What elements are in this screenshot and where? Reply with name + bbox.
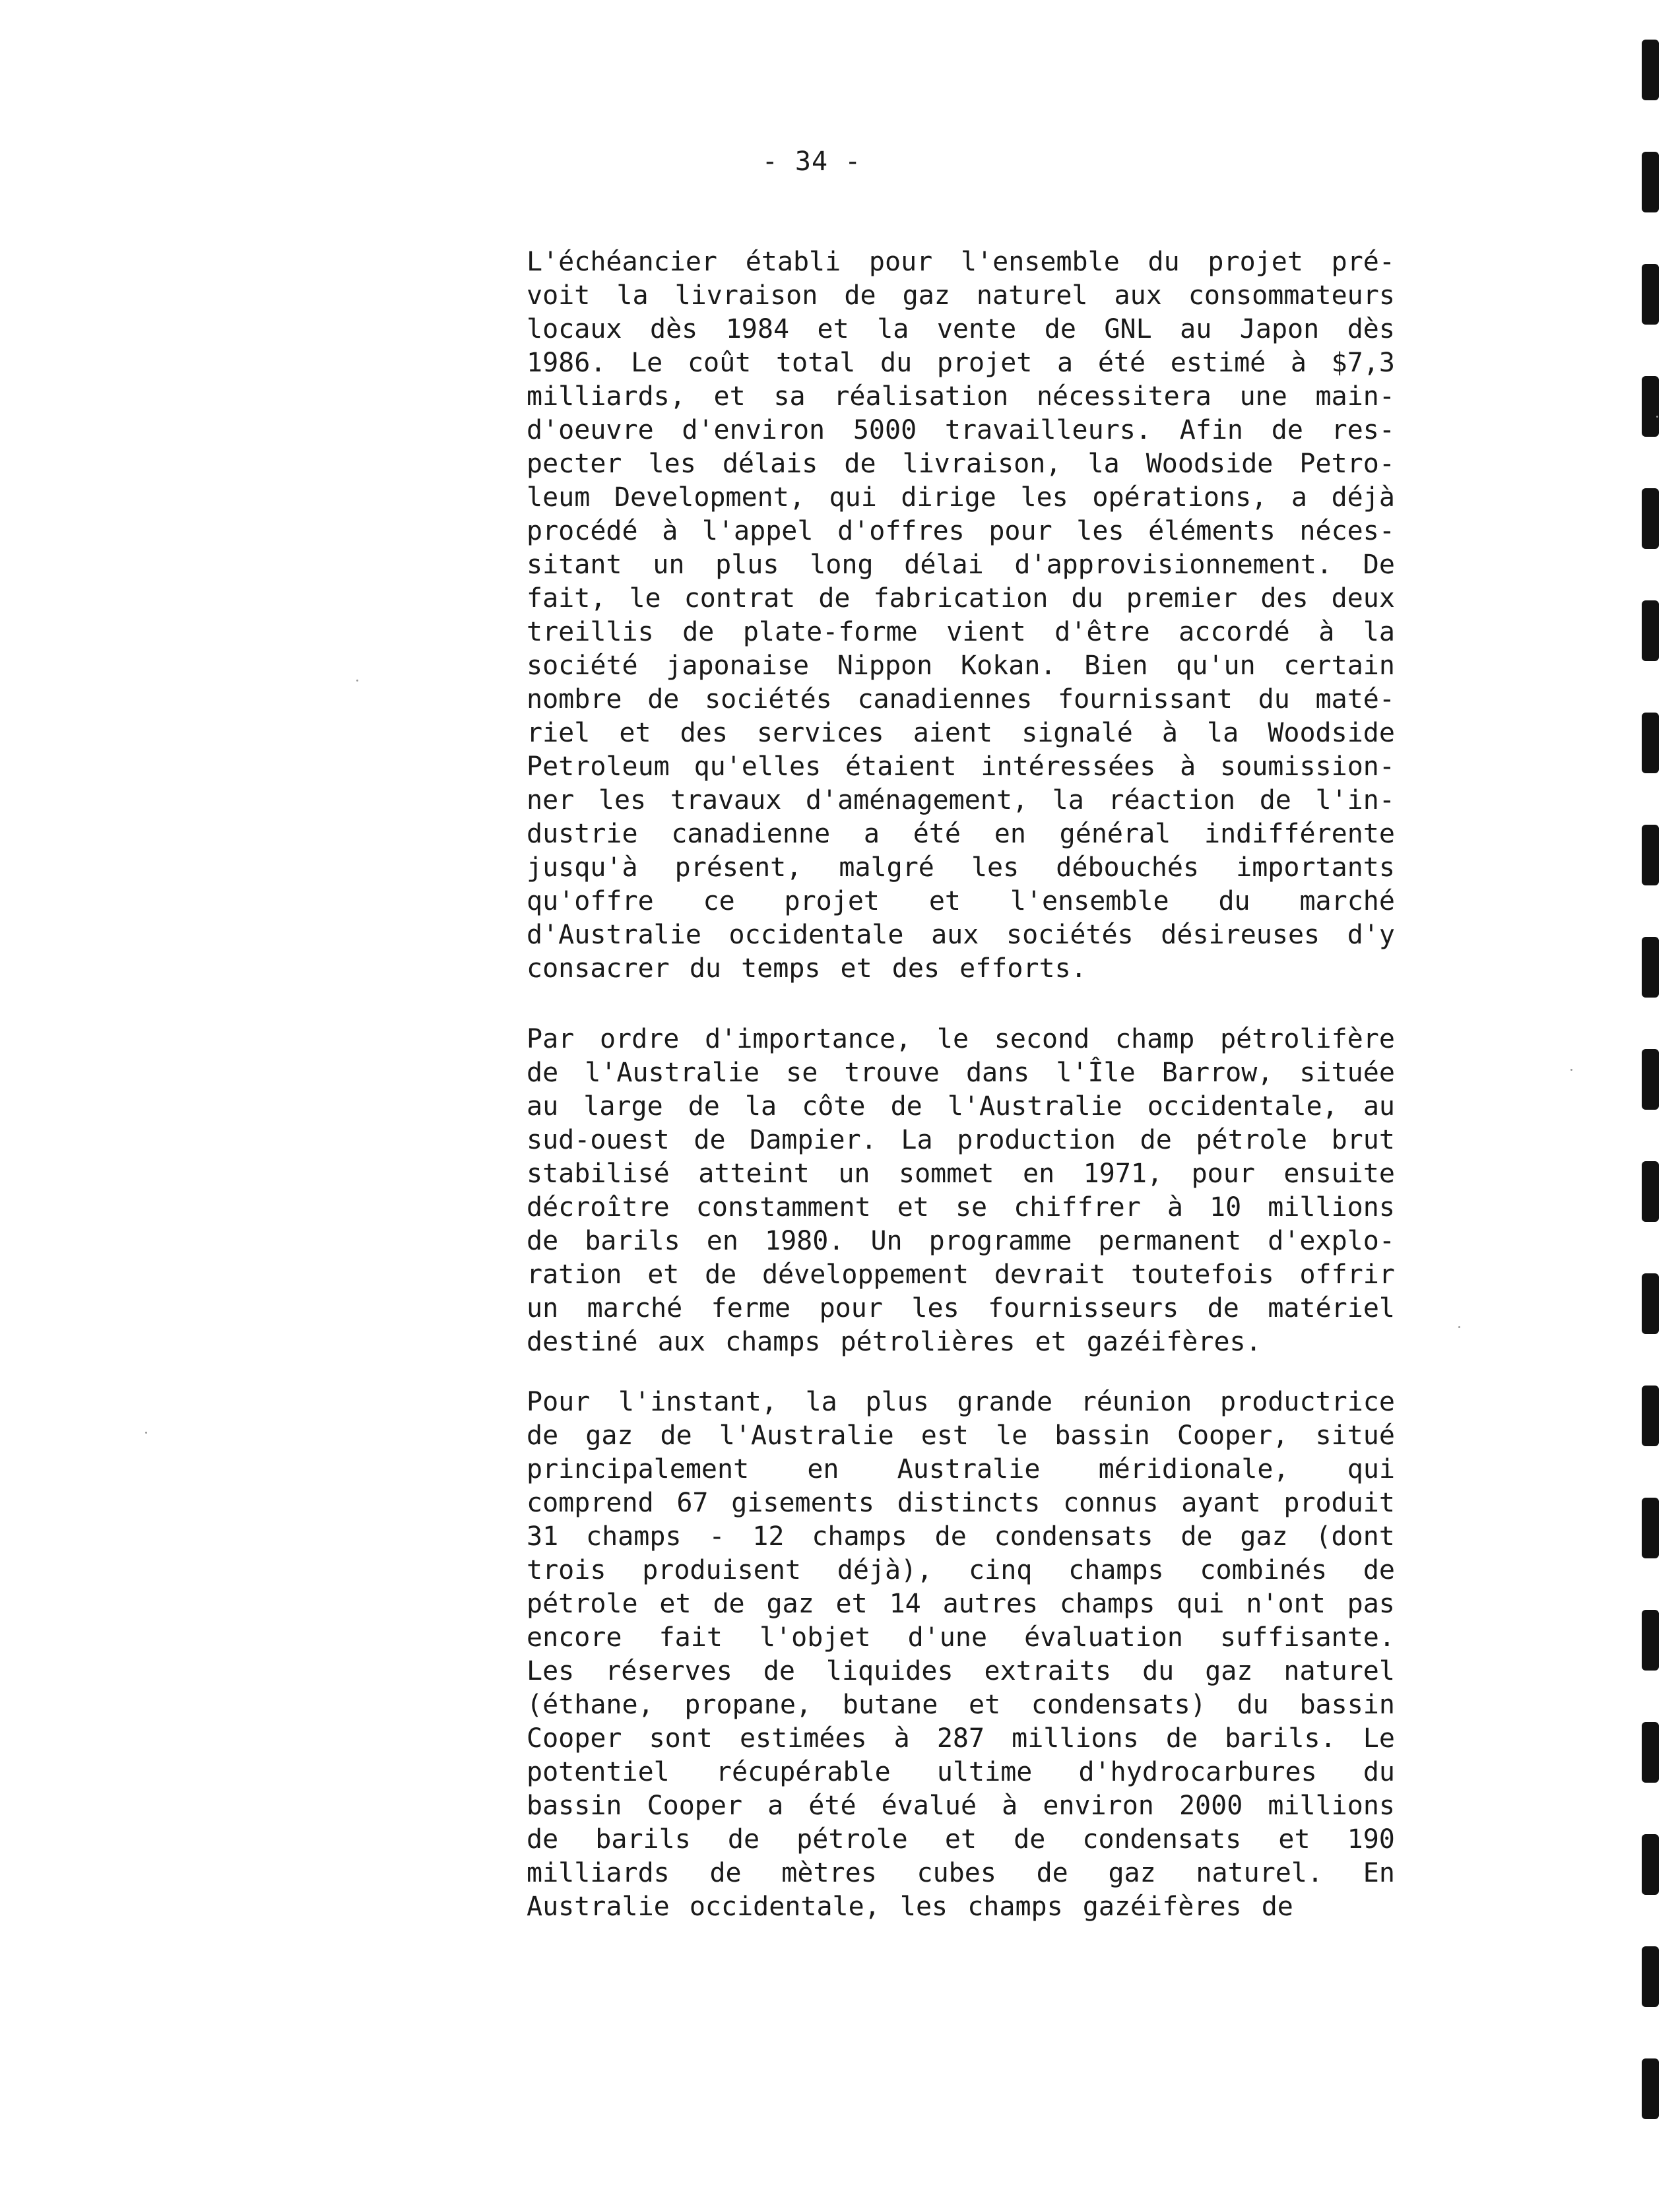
text-line: Petroleum qu'elles étaient intéressées à soumission-	[527, 751, 1395, 782]
text-line: d'oeuvre d'environ 5000 travailleurs. Afin de res-	[527, 415, 1395, 445]
text-line: (éthane, propane, butane et condensats) du bassin	[527, 1690, 1395, 1720]
text-line: ration et de développement devrait toutefois offrir	[527, 1259, 1395, 1290]
text-line: d'Australie occidentale aux sociétés désireuses d'y	[527, 920, 1395, 950]
text-line: sud-ouest de Dampier. La production de pétrole brut	[527, 1125, 1395, 1155]
text-line: 31 champs - 12 champs de condensats de gaz (dont	[527, 1521, 1395, 1552]
text-line: Australie occidentale, les champs gazéifères de	[527, 1892, 1293, 1922]
binder-mark	[1642, 713, 1659, 773]
text-line: trois produisent déjà), cinq champs combinés de	[527, 1555, 1395, 1585]
binder-mark	[1642, 488, 1659, 549]
scan-speck	[356, 680, 358, 682]
text-line: locaux dès 1984 et la vente de GNL au Japon dès	[527, 314, 1395, 344]
scan-speck	[1458, 1326, 1460, 1328]
binder-mark	[1642, 40, 1659, 100]
text-line: Cooper sont estimées à 287 millions de barils. Le	[527, 1723, 1395, 1754]
binder-mark	[1642, 1273, 1659, 1334]
text-line: encore fait l'objet d'une évaluation suffisante.	[527, 1622, 1395, 1653]
text-line: Par ordre d'importance, le second champ pétrolifère	[527, 1024, 1395, 1054]
text-line: de gaz de l'Australie est le bassin Cooper, situé	[527, 1420, 1395, 1451]
paragraph-1	[527, 245, 1395, 986]
page-number: - 34 -	[761, 146, 862, 177]
binder-marks	[1627, 0, 1680, 2199]
binder-mark	[1642, 1834, 1659, 1895]
text-line: pétrole et de gaz et 14 autres champs qui n'ont pas	[527, 1589, 1395, 1619]
text-line: riel et des services aient signalé à la Woodside	[527, 718, 1395, 748]
text-line: pecter les délais de livraison, la Woodside Petro-	[527, 449, 1395, 479]
paragraph-2	[527, 1023, 1395, 1359]
text-line: milliards de mètres cubes de gaz naturel. En	[527, 1858, 1395, 1888]
text-line: décroître constamment et se chiffrer à 10 millions	[527, 1192, 1395, 1223]
text-line: procédé à l'appel d'offres pour les éléments néces-	[527, 516, 1395, 546]
text-line: principalement en Australie méridionale, qui	[527, 1454, 1395, 1484]
binder-mark	[1642, 1610, 1659, 1671]
binder-mark	[1642, 1049, 1659, 1110]
binder-mark	[1642, 1498, 1659, 1558]
text-line: milliards, et sa réalisation nécessitera une main-	[527, 381, 1395, 412]
text-line: Les réserves de liquides extraits du gaz naturel	[527, 1656, 1395, 1686]
text-line: société japonaise Nippon Kokan. Bien qu'un certain	[527, 651, 1395, 681]
text-line: destiné aux champs pétrolières et gazéifères.	[527, 1327, 1262, 1357]
text-line: sitant un plus long délai d'approvisionnement. De	[527, 550, 1395, 580]
text-line: qu'offre ce projet et l'ensemble du marché	[527, 886, 1395, 916]
text-line: comprend 67 gisements distincts connus ayant produit	[527, 1488, 1395, 1518]
binder-mark	[1642, 937, 1659, 998]
scan-speck	[1570, 1069, 1572, 1071]
text-line: un marché ferme pour les fournisseurs de matériel	[527, 1293, 1395, 1323]
binder-mark	[1642, 152, 1659, 212]
text-line: leum Development, qui dirige les opérations, a déjà	[527, 482, 1395, 513]
text-line: au large de la côte de l'Australie occidentale, au	[527, 1091, 1395, 1122]
binder-mark	[1642, 1722, 1659, 1783]
text-line: 1986. Le coût total du projet a été estimé à $7,3	[527, 348, 1395, 378]
binder-mark	[1642, 600, 1659, 661]
binder-mark	[1642, 1946, 1659, 2007]
text-line: stabilisé atteint un sommet en 1971, pour ensuite	[527, 1159, 1395, 1189]
text-line: ner les travaux d'aménagement, la réaction de l'in-	[527, 785, 1395, 815]
text-line: jusqu'à présent, malgré les débouchés importants	[527, 852, 1395, 883]
binder-mark	[1642, 376, 1659, 437]
binder-mark	[1642, 1161, 1659, 1222]
text-line: de l'Australie se trouve dans l'Île Barrow, située	[527, 1058, 1395, 1088]
text-line: de barils en 1980. Un programme permanent d'explo-	[527, 1226, 1395, 1256]
paragraph-3	[527, 1386, 1395, 1924]
binder-mark	[1642, 1386, 1659, 1446]
text-line: potentiel récupérable ultime d'hydrocarbures du	[527, 1757, 1395, 1787]
text-line: dustrie canadienne a été en général indifférente	[527, 819, 1395, 849]
text-line: L'échéancier établi pour l'ensemble du projet pré-	[527, 247, 1395, 277]
binder-mark	[1642, 825, 1659, 885]
text-line: voit la livraison de gaz naturel aux consommateurs	[527, 280, 1395, 311]
text-line: consacrer du temps et des efforts.	[527, 953, 1087, 984]
text-line: de barils de pétrole et de condensats et 190	[527, 1824, 1395, 1855]
text-line: nombre de sociétés canadiennes fournissant du maté-	[527, 684, 1395, 715]
binder-mark	[1642, 264, 1659, 325]
text-line: Pour l'instant, la plus grande réunion productrice	[527, 1387, 1395, 1417]
text-line: treillis de plate-forme vient d'être accordé à la	[527, 617, 1395, 647]
text-line: bassin Cooper a été évalué à environ 2000 millions	[527, 1791, 1395, 1821]
scan-speck	[145, 1432, 147, 1434]
binder-mark	[1642, 2058, 1659, 2119]
scan-speck	[1656, 416, 1658, 418]
text-line: fait, le contrat de fabrication du premier des deux	[527, 583, 1395, 614]
